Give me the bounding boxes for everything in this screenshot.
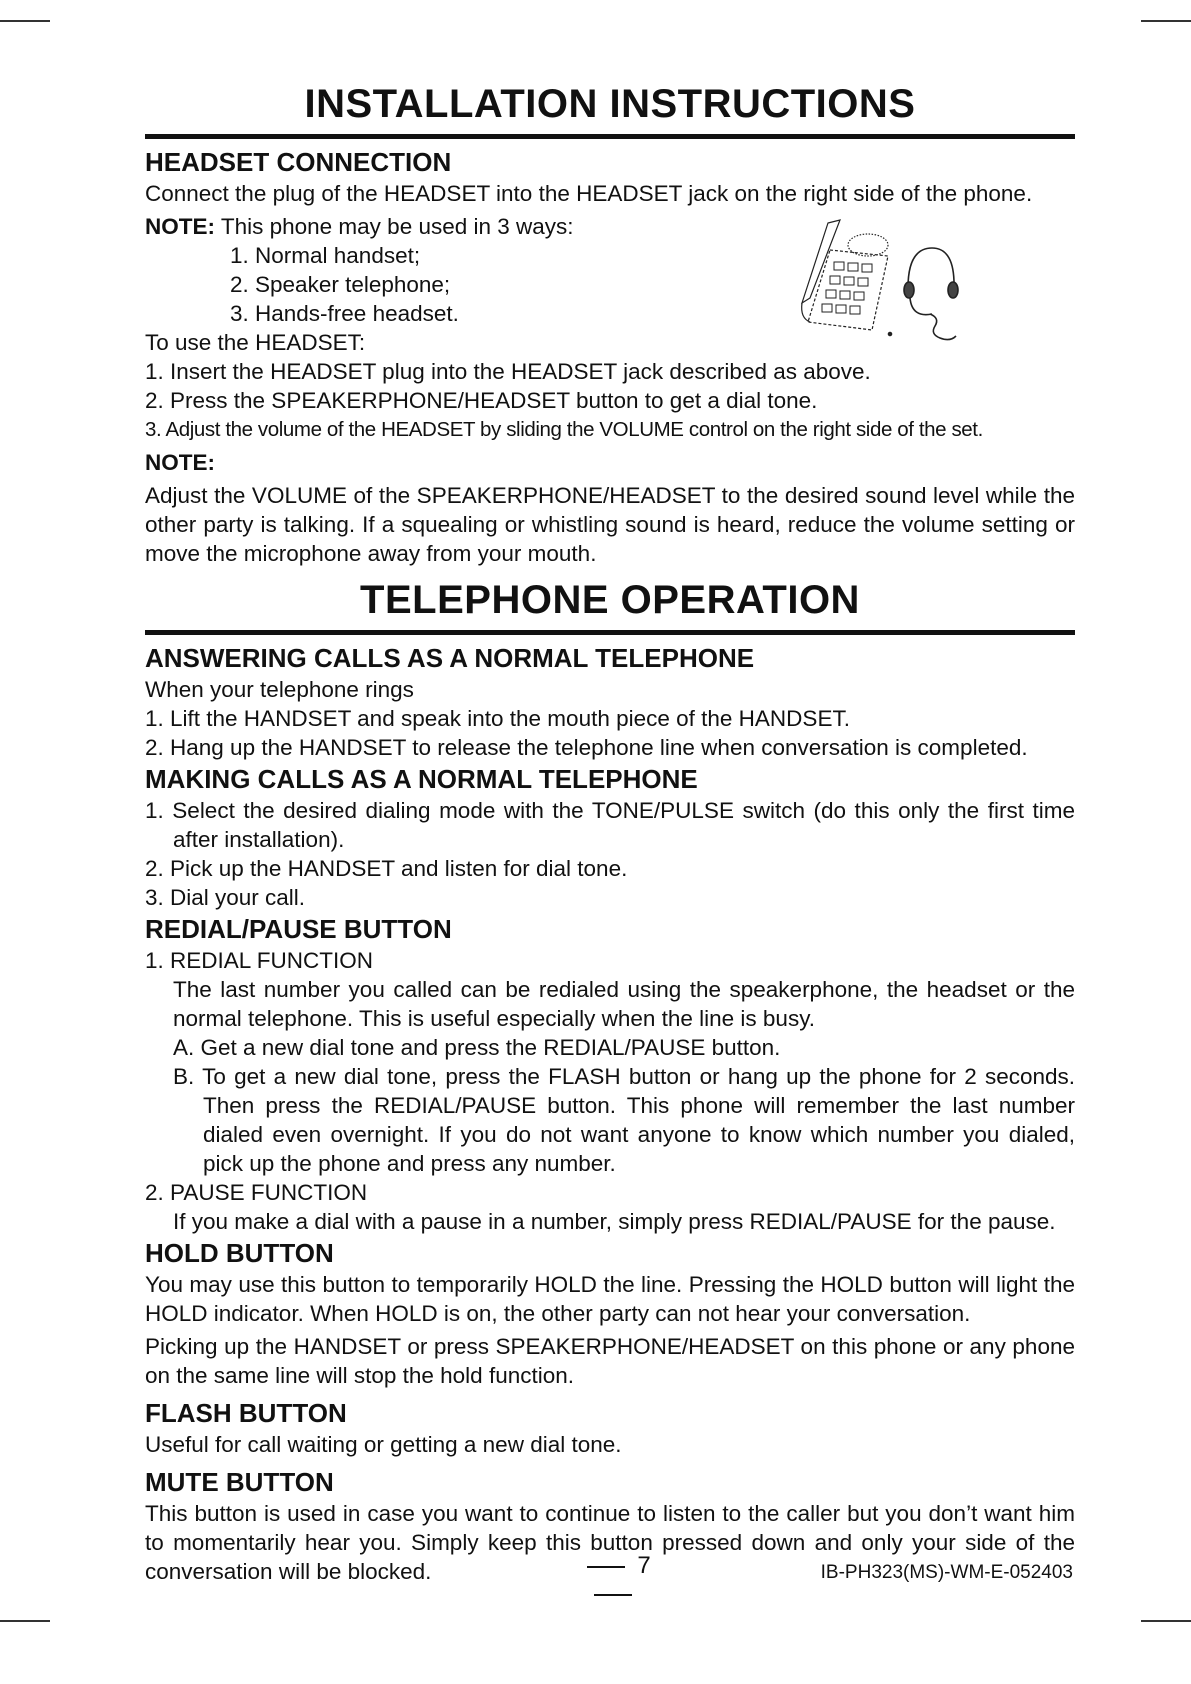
hold-text: You may use this button to temporarily HOLD the line. Pressing the HOLD button will light the HOLD indicator. When HOLD is on, the other party can not hear your conversation. — [145, 1272, 1075, 1326]
note2-label: NOTE: — [145, 450, 215, 475]
headset-step: 3. Adjust the volume of the HEADSET by sliding the VOLUME control on the right side of the set. — [145, 418, 983, 441]
way-item: 1. Normal handset; — [230, 243, 421, 268]
crop-mark — [0, 1620, 50, 1622]
crop-mark — [1141, 1620, 1191, 1622]
hold-heading: HOLD BUTTON — [145, 1238, 334, 1268]
page-number-text: 7 — [637, 1552, 651, 1579]
redial-step-b: B. To get a new dial tone, press the FLASH button or hang up the phone for 2 seconds. Then press the REDIAL/PAUSE button. This phone will remember the last number dialed even overnight. If you do not want anyone to know which number you dialed, pick up the phone and press any number. — [173, 1064, 1075, 1176]
answering-intro: When your telephone rings — [145, 677, 414, 702]
redial-function-text: The last number you called can be redialed using the speakerphone, the headset or the normal telephone. This is useful especially when the line is busy. — [173, 977, 1075, 1031]
phone-headset-illustration — [780, 218, 960, 346]
crop-mark — [0, 20, 50, 22]
mute-heading: MUTE BUTTON — [145, 1467, 334, 1497]
headset-connection-heading: HEADSET CONNECTION — [145, 147, 452, 177]
document-code: IB-PH323(MS)-WM-E-052403 — [820, 1562, 1073, 1583]
pause-function-title: 2. PAUSE FUNCTION — [145, 1180, 368, 1205]
headset-step: 1. Insert the HEADSET plug into the HEADSET jack described as above. — [145, 359, 871, 384]
title-rule — [145, 134, 1075, 139]
page-number — [548, 1552, 678, 1608]
note-label: NOTE: — [145, 214, 215, 239]
answering-step: 2. Hang up the HANDSET to release the telephone line when conversation is completed. — [145, 735, 1028, 760]
hold-text: Picking up the HANDSET or press SPEAKERPHONE/HEADSET on this phone or any phone on the same line will stop the hold function. — [145, 1334, 1075, 1388]
redial-function-title: 1. REDIAL FUNCTION — [145, 948, 373, 973]
mute-text: This button is used in case you want to continue to listen to the caller but you don’t want him to momentarily hear you. Simply keep this button pressed down and only your side of the conversation will be blocked. — [145, 1501, 1075, 1584]
crop-mark — [1141, 20, 1191, 22]
headset-icon — [889, 248, 959, 340]
making-step: 2. Pick up the HANDSET and listen for dial tone. — [145, 856, 628, 881]
pause-function-text: If you make a dial with a pause in a number, simply press REDIAL/PAUSE for the pause. — [173, 1209, 1056, 1234]
title-rule — [145, 630, 1075, 635]
making-step: 3. Dial your call. — [145, 885, 306, 910]
note-text: This phone may be used in 3 ways: — [215, 214, 574, 239]
way-item: 2. Speaker telephone; — [230, 272, 451, 297]
installation-title: INSTALLATION INSTRUCTIONS — [304, 82, 916, 126]
redial-heading: REDIAL/PAUSE BUTTON — [145, 914, 452, 944]
phone-icon — [802, 220, 888, 330]
answering-heading: ANSWERING CALLS AS A NORMAL TELEPHONE — [145, 643, 755, 673]
redial-step-a: A. Get a new dial tone and press the REDIAL/PAUSE button. — [173, 1035, 781, 1060]
making-heading: MAKING CALLS AS A NORMAL TELEPHONE — [145, 764, 698, 794]
volume-note-text: Adjust the VOLUME of the SPEAKERPHONE/HEADSET to the desired sound level while the other party is talking. If a squealing or whistling sound is heard, reduce the volume setting or move the microphone away from your mouth. — [145, 483, 1075, 566]
way-item: 3. Hands-free headset. — [230, 301, 459, 326]
use-headset-intro: To use the HEADSET: — [145, 330, 366, 355]
headset-intro: Connect the plug of the HEADSET into the HEADSET jack on the right side of the phone. — [145, 181, 1033, 206]
headset-step: 2. Press the SPEAKERPHONE/HEADSET button to get a dial tone. — [145, 388, 818, 413]
flash-heading: FLASH BUTTON — [145, 1398, 347, 1428]
flash-text: Useful for call waiting or getting a new dial tone. — [145, 1432, 622, 1457]
making-step: 1. Select the desired dialing mode with the TONE/PULSE switch (do this only the first time after installation). — [145, 798, 1075, 852]
telephone-operation-title: TELEPHONE OPERATION — [360, 578, 860, 622]
answering-step: 1. Lift the HANDSET and speak into the mouth piece of the HANDSET. — [145, 706, 850, 731]
